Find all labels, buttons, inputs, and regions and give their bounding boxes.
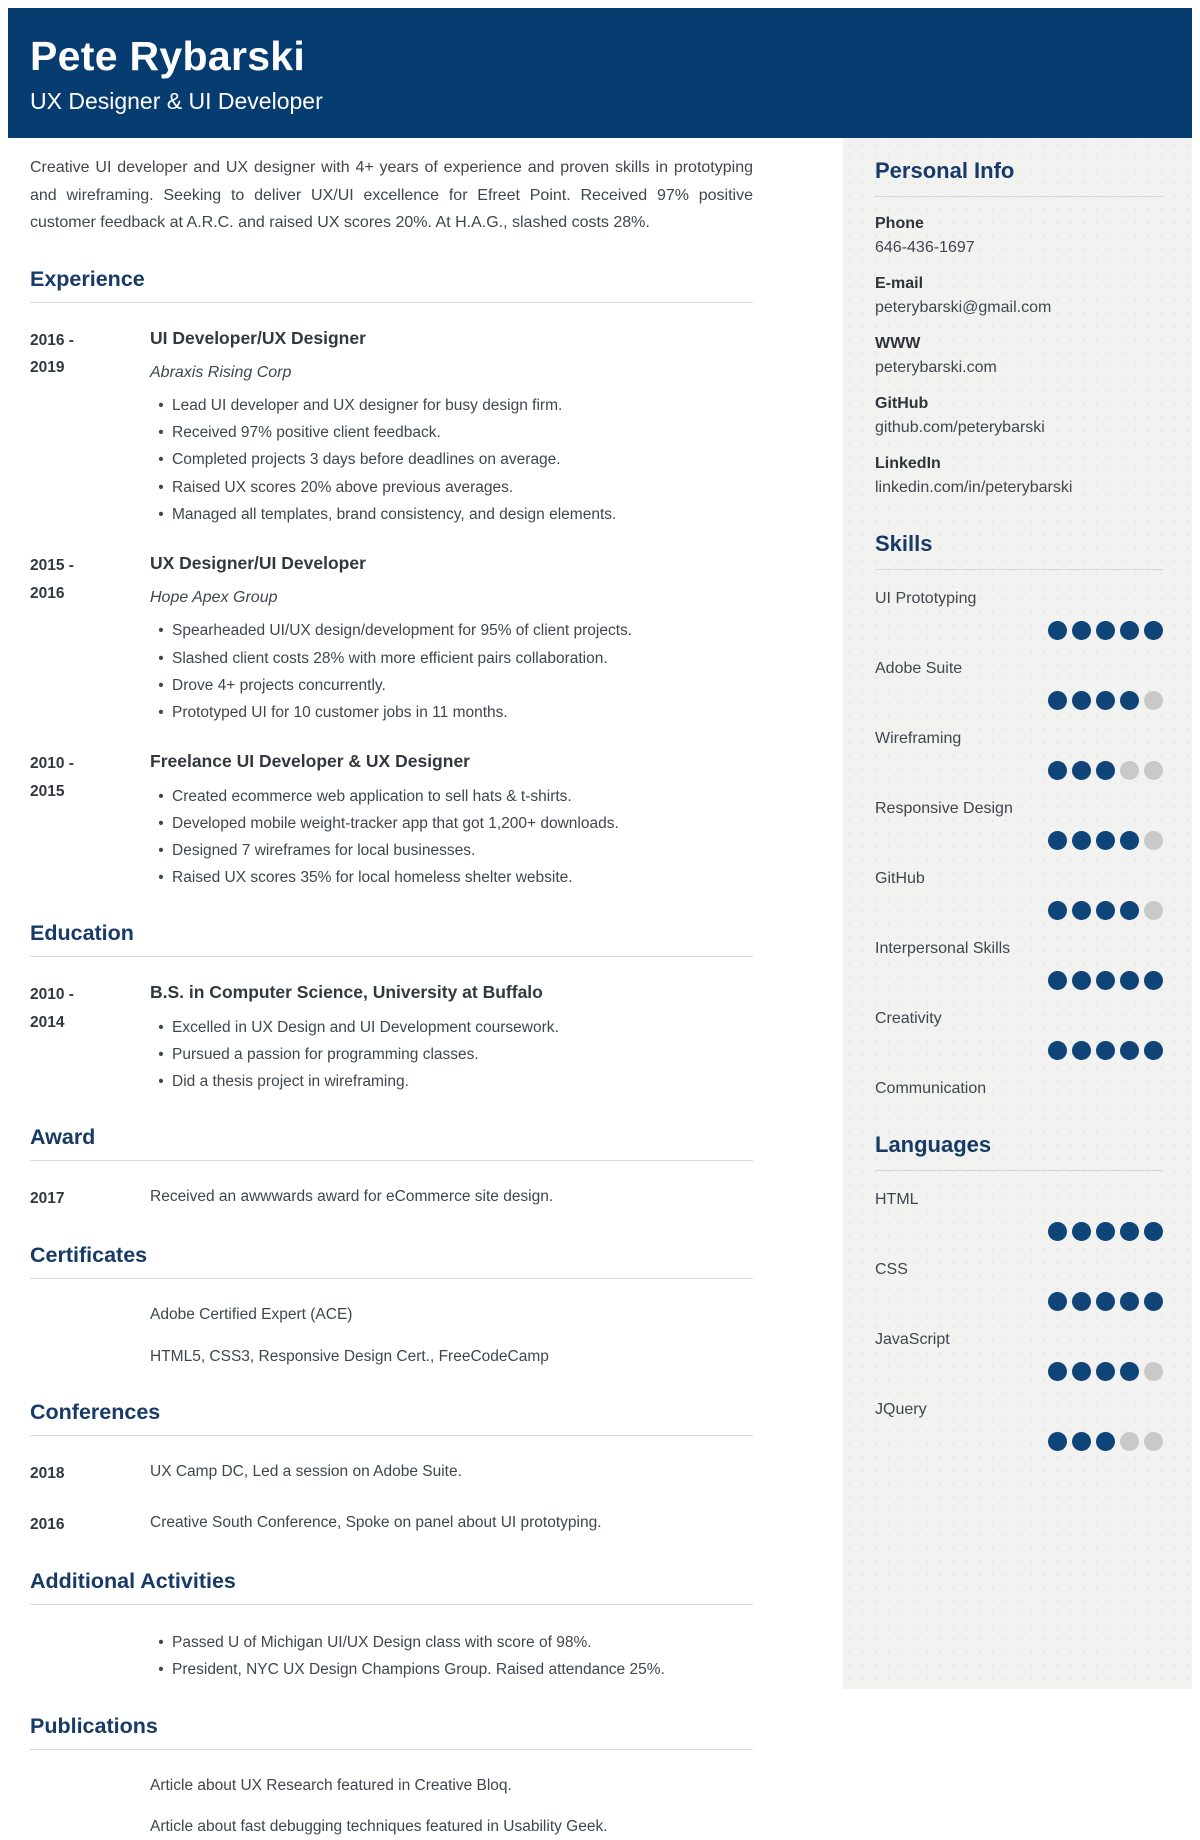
bullet-text: Excelled in UX Design and UI Development coursework.	[172, 1018, 559, 1036]
rating-dot-icon	[1120, 1222, 1139, 1241]
rating-dot-icon	[1120, 1041, 1139, 1060]
rating-dot-icon	[1072, 901, 1091, 920]
rating-dot-icon	[1144, 901, 1163, 920]
rating-dot-icon	[1072, 971, 1091, 990]
bullet-item	[150, 501, 753, 528]
bullet-item	[150, 837, 753, 864]
sidebar-title-personal-info: Personal Info	[875, 158, 1163, 197]
section-title-award: Award	[30, 1125, 753, 1161]
skill-label: JavaScript	[875, 1331, 950, 1348]
rating-dot-icon	[1048, 1222, 1067, 1241]
rating-dot-icon	[1120, 831, 1139, 850]
rating-dot-icon	[1096, 1041, 1115, 1060]
language-row	[875, 1191, 1163, 1241]
bullet-item	[150, 1068, 753, 1095]
contact-value-e-mail: peterybarski@gmail.com	[875, 299, 1052, 316]
resume-header	[8, 8, 1192, 138]
candidate-job-title: UX Designer & UI Developer	[30, 88, 323, 115]
bullet-item	[150, 474, 753, 501]
bullet-item	[150, 617, 753, 644]
rating-dot-icon	[1072, 1041, 1091, 1060]
section-title-conferences: Conferences	[30, 1400, 753, 1436]
bullet-icon: •	[158, 676, 164, 694]
section-publications	[30, 1714, 753, 1840]
rating-dot-icon	[1096, 1362, 1115, 1381]
entry	[30, 552, 753, 726]
bullet-icon: •	[158, 505, 164, 523]
candidate-name: Pete Rybarski	[30, 33, 306, 79]
entry-date	[30, 1774, 150, 1840]
skill-label: Communication	[875, 1080, 987, 1097]
entry-body	[150, 552, 753, 726]
rating-dot-icon	[1144, 1292, 1163, 1311]
skill-label: GitHub	[875, 870, 925, 887]
rating-dot-icon	[1096, 621, 1115, 640]
entry-date-line: 2016	[30, 1516, 65, 1534]
contact-label-www: WWW	[875, 335, 921, 352]
entry-date-line: 2017	[30, 1190, 65, 1208]
rating-dots	[875, 1362, 1163, 1381]
entry-line: Article about UX Research featured in Creative Bloq.	[150, 1776, 512, 1794]
rating-dot-icon	[1144, 691, 1163, 710]
rating-dot-icon	[1144, 1222, 1163, 1241]
skill-label: Wireframing	[875, 730, 962, 747]
entry-date	[30, 981, 150, 1095]
entry-date-line: 2019	[30, 359, 65, 377]
rating-dot-icon	[1144, 971, 1163, 990]
bullet-text: Raised UX scores 20% above previous averages.	[172, 478, 514, 496]
bullet-text: Received 97% positive client feedback.	[172, 424, 441, 442]
section-title-publications: Publications	[30, 1714, 753, 1750]
bullet-item	[150, 1656, 753, 1683]
sidebar-title-skills: Skills	[875, 531, 1163, 570]
entry-body	[150, 1303, 753, 1370]
bullet-item	[150, 783, 753, 810]
rating-dot-icon	[1048, 1041, 1067, 1060]
entry	[30, 327, 753, 528]
bullet-icon: •	[158, 649, 164, 667]
rating-dot-icon	[1048, 1432, 1067, 1451]
rating-dot-icon	[1096, 1292, 1115, 1311]
bullet-icon: •	[158, 841, 164, 859]
rating-dots	[875, 1292, 1163, 1311]
rating-dot-icon	[1120, 1432, 1139, 1451]
bullet-icon: •	[158, 424, 164, 442]
entry-body	[150, 327, 753, 528]
section-conferences	[30, 1400, 753, 1540]
bullet-item	[150, 446, 753, 473]
contact-label-e-mail: E-mail	[875, 275, 924, 292]
section-title-certificates: Certificates	[30, 1243, 753, 1279]
rating-dot-icon	[1120, 761, 1139, 780]
bullet-icon: •	[158, 478, 164, 496]
rating-dot-icon	[1144, 761, 1163, 780]
section-title-experience: Experience	[30, 267, 753, 303]
entry	[30, 1511, 753, 1539]
entry-company: Abraxis Rising Corp	[150, 364, 292, 382]
entry-date-line: 2018	[30, 1464, 65, 1482]
entry-date	[30, 1629, 150, 1683]
rating-dots	[875, 831, 1163, 850]
bullet-text: Did a thesis project in wireframing.	[172, 1072, 409, 1090]
rating-dot-icon	[1120, 971, 1139, 990]
bullet-item	[150, 645, 753, 672]
language-row	[875, 1331, 1163, 1381]
skill-row	[875, 730, 1163, 780]
bullet-item	[150, 864, 753, 891]
entry	[30, 1185, 753, 1213]
entry-date-line: 2016	[30, 584, 65, 602]
rating-dot-icon	[1144, 831, 1163, 850]
bullet-text: Designed 7 wireframes for local businesses.	[172, 841, 476, 859]
entry	[30, 1303, 753, 1370]
section-certificates	[30, 1243, 753, 1370]
entry	[30, 1629, 753, 1683]
bullet-icon: •	[158, 787, 164, 805]
language-row	[875, 1261, 1163, 1311]
rating-dot-icon	[1144, 1041, 1163, 1060]
bullet-item	[150, 699, 753, 726]
rating-dots	[875, 761, 1163, 780]
entry-body	[150, 1185, 753, 1213]
rating-dot-icon	[1096, 1432, 1115, 1451]
bullet-text: Lead UI developer and UX designer for busy design firm.	[172, 397, 563, 415]
rating-dot-icon	[1048, 901, 1067, 920]
bullet-icon: •	[158, 1072, 164, 1090]
bullet-icon: •	[158, 451, 164, 469]
bullet-text: Slashed client costs 28% with more efficient pairs collaboration.	[172, 649, 608, 667]
skill-row	[875, 590, 1163, 640]
bullet-icon: •	[158, 397, 164, 415]
rating-dot-icon	[1072, 831, 1091, 850]
rating-dot-icon	[1096, 1222, 1115, 1241]
bullet-icon: •	[158, 1661, 164, 1679]
bullet-item	[150, 672, 753, 699]
rating-dot-icon	[1072, 691, 1091, 710]
rating-dot-icon	[1048, 971, 1067, 990]
entry-body	[150, 1460, 753, 1488]
skill-row	[875, 1010, 1163, 1060]
bullet-icon: •	[158, 1634, 164, 1652]
bullet-text: Raised UX scores 35% for local homeless shelter website.	[172, 868, 573, 886]
bullet-item	[150, 1014, 753, 1041]
bullet-text: Managed all templates, brand consistency, and design elements.	[172, 505, 617, 523]
rating-dots	[875, 1222, 1163, 1241]
skill-label: HTML	[875, 1191, 919, 1208]
entry-date-line: 2015 -	[30, 556, 74, 574]
bullet-item	[150, 419, 753, 446]
entry-line: HTML5, CSS3, Responsive Design Cert., FreeCodeCamp	[150, 1347, 549, 1365]
entry-body	[150, 1629, 753, 1683]
rating-dot-icon	[1120, 901, 1139, 920]
rating-dots	[875, 691, 1163, 710]
entry	[30, 981, 753, 1095]
rating-dot-icon	[1096, 691, 1115, 710]
entry-date	[30, 1460, 150, 1488]
entry-title: UX Designer/UI Developer	[150, 552, 366, 573]
contact-value-github: github.com/peterybarski	[875, 419, 1045, 436]
rating-dot-icon	[1072, 761, 1091, 780]
bullet-text: President, NYC UX Design Champions Group. Raised attendance 25%.	[172, 1661, 665, 1679]
rating-dot-icon	[1120, 1362, 1139, 1381]
contact-label-github: GitHub	[875, 395, 929, 412]
contact-label-phone: Phone	[875, 215, 924, 232]
skill-label: Creativity	[875, 1010, 942, 1027]
entry-line: Article about fast debugging techniques featured in Usability Geek.	[150, 1818, 608, 1836]
contact-value-www: peterybarski.com	[875, 359, 997, 376]
rating-dot-icon	[1096, 901, 1115, 920]
rating-dot-icon	[1096, 971, 1115, 990]
rating-dot-icon	[1144, 1432, 1163, 1451]
bullet-item	[150, 1041, 753, 1068]
rating-dot-icon	[1072, 621, 1091, 640]
sidebar-column	[843, 138, 1192, 1689]
rating-dot-icon	[1144, 1362, 1163, 1381]
entry-body	[150, 750, 753, 891]
skill-label: Responsive Design	[875, 800, 1013, 817]
rating-dot-icon	[1072, 1362, 1091, 1381]
contact-label-linkedin: LinkedIn	[875, 455, 941, 472]
rating-dot-icon	[1048, 621, 1067, 640]
entry-title: UI Developer/UX Designer	[150, 327, 366, 348]
rating-dots	[875, 621, 1163, 640]
entry-body	[150, 981, 753, 1095]
skill-label: Adobe Suite	[875, 660, 963, 677]
entry-line: Creative South Conference, Spoke on panel about UI prototyping.	[150, 1514, 602, 1532]
entry-title: Freelance UI Developer & UX Designer	[150, 750, 470, 771]
entry-date	[30, 552, 150, 726]
main-column	[8, 138, 843, 1836]
section-title-additional-activities: Additional Activities	[30, 1569, 753, 1605]
bullet-text: Pursued a passion for programming classes.	[172, 1045, 479, 1063]
rating-dot-icon	[1120, 691, 1139, 710]
entry-company: Hope Apex Group	[150, 589, 278, 607]
rating-dot-icon	[1096, 761, 1115, 780]
bullet-text: Spearheaded UI/UX design/development for 95% of client projects.	[172, 622, 633, 640]
professional-summary: Creative UI developer and UX designer with 4+ years of experience and proven skills in prototyping and wireframing. Seeking to deliver UX/UI excellence for Efreet Point. Received 97% positive customer feedback at A.R.C. and raised UX scores 20%. At H.A.G., slashed costs 28%.	[30, 159, 753, 232]
entry-date-line: 2014	[30, 1013, 65, 1031]
bullet-text: Completed projects 3 days before deadlines on average.	[172, 451, 561, 469]
rating-dots	[875, 1432, 1163, 1451]
rating-dot-icon	[1120, 1292, 1139, 1311]
entry	[30, 1460, 753, 1488]
skill-row	[875, 800, 1163, 850]
rating-dot-icon	[1048, 691, 1067, 710]
entry	[30, 1774, 753, 1840]
sidebar-title-languages: Languages	[875, 1132, 1163, 1171]
entry-date-line: 2010 -	[30, 754, 74, 772]
bullet-icon: •	[158, 1018, 164, 1036]
entry	[30, 750, 753, 891]
rating-dot-icon	[1072, 1292, 1091, 1311]
bullet-text: Created ecommerce web application to sell hats & t-shirts.	[172, 787, 572, 805]
skill-row	[875, 660, 1163, 710]
bullet-item	[150, 1629, 753, 1656]
rating-dots	[875, 1041, 1163, 1060]
rating-dot-icon	[1096, 831, 1115, 850]
bullet-icon: •	[158, 814, 164, 832]
entry-date	[30, 1303, 150, 1370]
entry-date	[30, 750, 150, 891]
language-row	[875, 1401, 1163, 1451]
contact-value-linkedin: linkedin.com/in/peterybarski	[875, 479, 1073, 496]
rating-dot-icon	[1144, 621, 1163, 640]
entry-line: Adobe Certified Expert (ACE)	[150, 1305, 353, 1323]
bullet-item	[150, 810, 753, 837]
rating-dot-icon	[1048, 761, 1067, 780]
main-sections	[30, 267, 753, 1840]
bullet-text: Drove 4+ projects concurrently.	[172, 676, 386, 694]
contact-value-phone: 646-436-1697	[875, 239, 975, 256]
skill-row	[875, 940, 1163, 990]
entry-body	[150, 1774, 753, 1840]
entry-body	[150, 1511, 753, 1539]
rating-dot-icon	[1048, 1292, 1067, 1311]
entry-line: Received an awwwards award for eCommerce site design.	[150, 1188, 554, 1206]
entry-date-line: 2016 -	[30, 331, 74, 349]
entry-date	[30, 327, 150, 528]
content-columns	[8, 138, 1192, 1836]
bullet-text: Passed U of Michigan UI/UX Design class with score of 98%.	[172, 1634, 592, 1652]
entry-date	[30, 1511, 150, 1539]
skill-row	[875, 1080, 1163, 1098]
rating-dot-icon	[1120, 621, 1139, 640]
skill-label: Interpersonal Skills	[875, 940, 1011, 957]
rating-dot-icon	[1072, 1432, 1091, 1451]
section-experience	[30, 267, 753, 892]
rating-dots	[875, 901, 1163, 920]
rating-dot-icon	[1072, 1222, 1091, 1241]
section-award	[30, 1125, 753, 1213]
bullet-icon: •	[158, 622, 164, 640]
skill-label: UI Prototyping	[875, 590, 977, 607]
bullet-icon: •	[158, 1045, 164, 1063]
entry-date	[30, 1185, 150, 1213]
section-additional-activities	[30, 1569, 753, 1683]
bullet-text: Developed mobile weight-tracker app that got 1,200+ downloads.	[172, 814, 619, 832]
skill-label: CSS	[875, 1261, 908, 1278]
bullet-icon: •	[158, 868, 164, 886]
entry-date-line: 2010 -	[30, 986, 74, 1004]
rating-dot-icon	[1048, 831, 1067, 850]
bullet-item	[150, 392, 753, 419]
rating-dots	[875, 971, 1163, 990]
skill-row	[875, 870, 1163, 920]
section-education	[30, 921, 753, 1095]
entry-line: UX Camp DC, Led a session on Adobe Suite.	[150, 1462, 462, 1480]
skill-label: JQuery	[875, 1401, 927, 1418]
entry-title: B.S. in Computer Science, University at Buffalo	[150, 982, 543, 1003]
entry-date-line: 2015	[30, 782, 65, 800]
bullet-text: Prototyped UI for 10 customer jobs in 11 months.	[172, 703, 508, 721]
rating-dot-icon	[1048, 1362, 1067, 1381]
section-title-education: Education	[30, 921, 753, 957]
bullet-icon: •	[158, 703, 164, 721]
